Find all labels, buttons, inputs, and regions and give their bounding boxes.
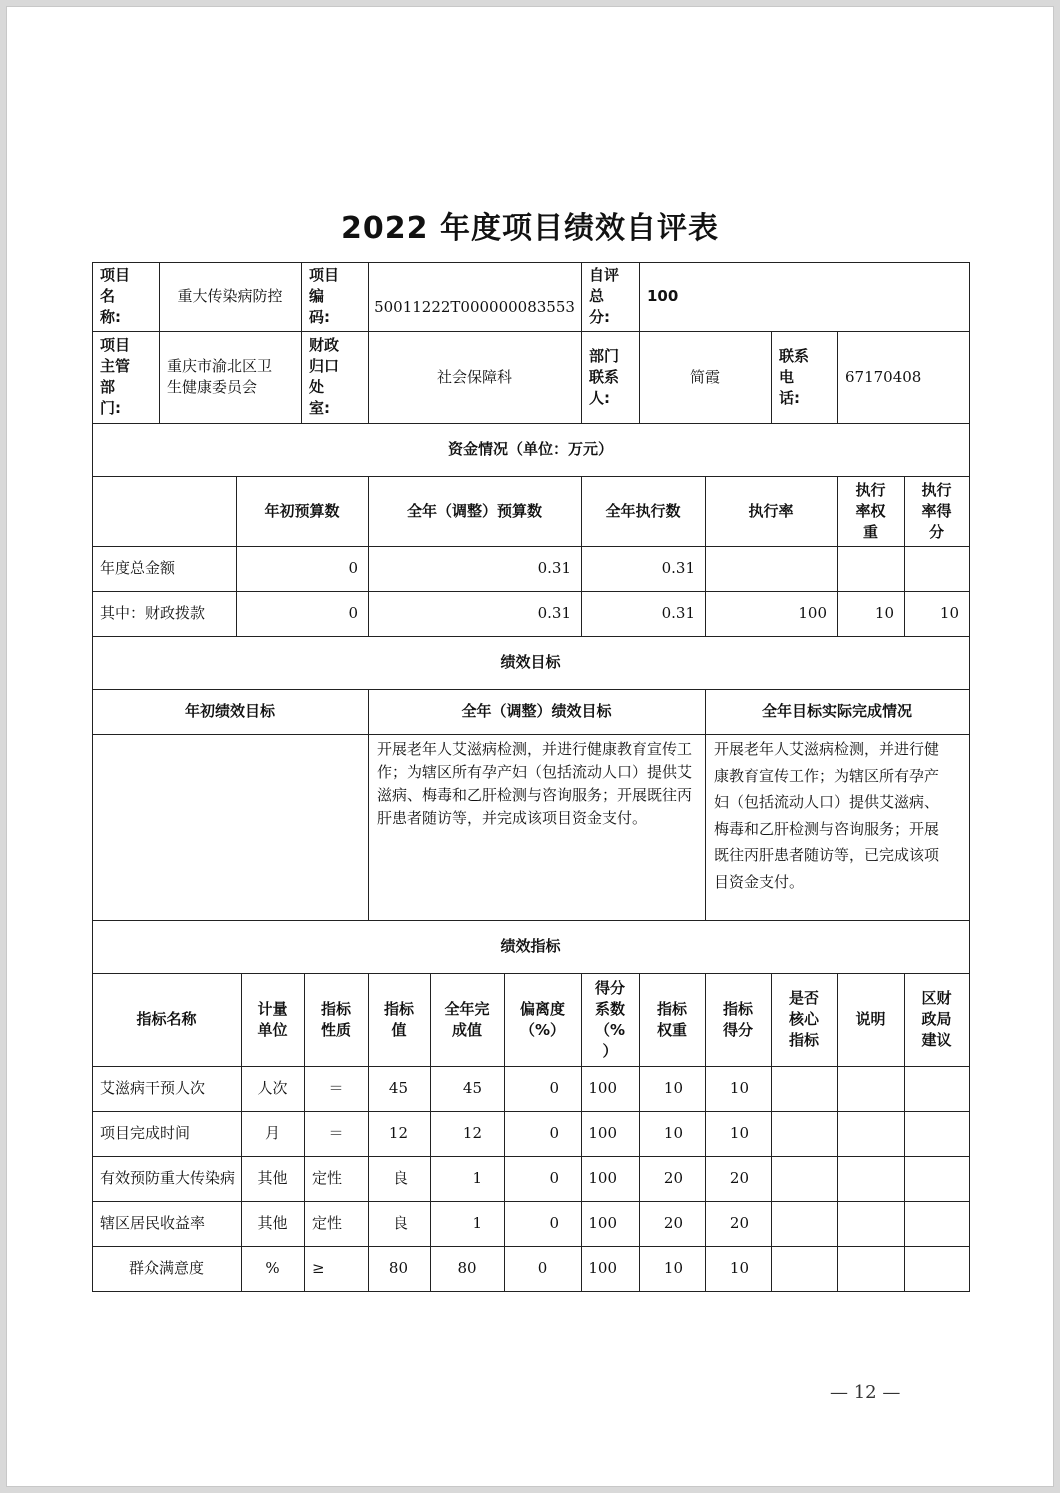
funds-row-label: 其中：财政拨款 <box>100 604 206 622</box>
indicator-cell: % <box>265 1259 280 1277</box>
finance-office-value: 社会保障科 <box>436 367 512 386</box>
indicator-cell <box>837 1111 904 1156</box>
funds-section-title: 资金情况（单位：万元） <box>447 440 613 458</box>
indicator-cell <box>904 1111 969 1156</box>
indicator-cell: 20 <box>729 1169 749 1187</box>
indicator-cell: 45 <box>462 1079 482 1097</box>
funds-adjusted: 0.31 <box>537 604 571 622</box>
project-code-value: 50011222T000000083553 <box>374 298 575 316</box>
indicator-cell <box>771 1066 837 1111</box>
funds-header-blank <box>92 476 236 546</box>
table-rule <box>92 1291 970 1292</box>
indicator-cell <box>904 1066 969 1111</box>
page-number: — 12 — <box>830 1382 901 1403</box>
goals-actual: 开展老年人艾滋病检测，并进行健康教育宣传工作；为辖区所有孕产妇（包括流动人口）提供艾滋病、梅毒和乙肝检测与咨询服务；开展既往丙肝患者随访等，已完成该项目资金支付。 <box>714 740 940 891</box>
indicator-cell <box>837 1066 904 1111</box>
indicators-header: 说明 <box>855 1010 886 1028</box>
indicator-cell: 10 <box>663 1124 683 1142</box>
indicators-header: 指标名称 <box>136 1010 197 1028</box>
indicator-cell: 10 <box>729 1124 749 1142</box>
indicator-cell: 群众满意度 <box>128 1259 204 1277</box>
funds-rate <box>705 546 837 591</box>
indicators-header: 区财 政局 建议 <box>921 989 952 1049</box>
funds-header: 执行率 <box>748 501 794 520</box>
indicator-cell: 定性 <box>312 1169 343 1187</box>
indicator-cell: 45 <box>388 1079 408 1097</box>
indicators-section-title: 绩效指标 <box>500 937 561 955</box>
indicator-cell: 0 <box>549 1214 559 1232</box>
project-code-label: 项目 编 码: <box>309 266 340 326</box>
indicator-cell: 辖区居民收益率 <box>100 1214 206 1232</box>
indicator-cell: 良 <box>392 1169 408 1187</box>
indicator-cell: 定性 <box>312 1214 343 1232</box>
indicator-cell: 10 <box>663 1079 683 1097</box>
indicator-cell: 20 <box>663 1169 683 1187</box>
dept-label: 项目 主管 部 门: <box>100 336 131 417</box>
indicator-cell: 其他 <box>257 1169 288 1187</box>
funds-weight <box>837 546 904 591</box>
table-rule <box>969 262 970 1292</box>
page-title: 2022 年度项目绩效自评表 <box>341 211 719 246</box>
indicator-cell: 10 <box>663 1259 683 1277</box>
indicator-cell: 0 <box>549 1124 559 1142</box>
funds-initial: 0 <box>348 604 358 622</box>
finance-office-label: 财政 归口 处 室: <box>309 336 340 417</box>
indicator-cell: 12 <box>462 1124 482 1142</box>
indicator-cell: 0 <box>537 1259 548 1277</box>
funds-rate: 100 <box>798 604 827 622</box>
contact-value: 简霞 <box>689 367 720 386</box>
self-score-value: 100 <box>647 287 679 305</box>
goals-adjusted: 开展老年人艾滋病检测，并进行健康教育宣传工作；为辖区所有孕产妇（包括流动人口）提供艾滋病、梅毒和乙肝检测与咨询服务；开展既往丙肝患者随访等，并完成该项目资金支付。 <box>377 740 693 827</box>
funds-row-label: 年度总金额 <box>100 559 176 577</box>
indicators-header: 指标 权重 <box>656 999 687 1039</box>
indicator-cell: 人次 <box>257 1079 288 1097</box>
indicator-cell <box>771 1246 837 1291</box>
indicator-cell: 100 <box>588 1214 617 1232</box>
indicator-cell: 月 <box>264 1124 280 1142</box>
funds-adjusted: 0.31 <box>537 559 571 577</box>
indicators-header: 计量 单位 <box>257 999 288 1039</box>
indicator-cell: ≥ <box>312 1259 325 1277</box>
funds-executed: 0.31 <box>661 559 695 577</box>
funds-header: 全年（调整）预算数 <box>406 501 542 520</box>
indicator-cell <box>837 1246 904 1291</box>
indicator-cell <box>904 1156 969 1201</box>
indicators-header: 偏离度 （%） <box>519 999 566 1039</box>
indicator-cell <box>771 1201 837 1246</box>
indicator-cell: 80 <box>457 1259 477 1277</box>
indicator-cell: 1 <box>472 1214 482 1232</box>
indicator-cell: 100 <box>588 1124 617 1142</box>
indicators-header: 指标 性质 <box>320 999 351 1039</box>
indicator-cell: 1 <box>472 1169 482 1187</box>
dept-value: 重庆市渝北区卫 生健康委员会 <box>167 357 273 396</box>
goals-header: 全年目标实际完成情况 <box>761 702 912 720</box>
goals-section-title: 绩效目标 <box>500 653 561 671</box>
indicators-header: 指标 得分 <box>722 999 753 1039</box>
indicators-header: 得分 系数 （% ） <box>594 978 626 1060</box>
indicator-cell <box>904 1246 969 1291</box>
project-name-label: 项目 名 称: <box>100 266 131 326</box>
indicator-cell: 100 <box>588 1079 617 1097</box>
indicators-header: 全年完 成值 <box>444 999 490 1039</box>
phone-value: 67170408 <box>845 367 922 386</box>
indicator-cell: ＝ <box>328 1124 344 1142</box>
funds-score: 10 <box>939 604 959 622</box>
indicators-header: 是否 核心 指标 <box>788 989 819 1049</box>
project-name-value: 重大传染病防控 <box>177 287 283 305</box>
indicator-cell: 80 <box>388 1259 408 1277</box>
indicator-cell <box>771 1156 837 1201</box>
indicator-cell: 0 <box>549 1079 559 1097</box>
indicator-cell: 20 <box>663 1214 683 1232</box>
contact-label: 部门 联系 人: <box>589 346 620 407</box>
goals-header: 全年（调整）绩效目标 <box>461 702 612 720</box>
phone-label: 联系 电 话: <box>779 346 810 407</box>
indicator-cell: 0 <box>549 1169 559 1187</box>
indicator-cell: ＝ <box>328 1079 344 1097</box>
self-score-label: 自评 总 分: <box>589 266 620 326</box>
indicator-cell: 10 <box>729 1079 749 1097</box>
funds-header: 执行 率权 重 <box>855 480 886 541</box>
indicator-cell: 良 <box>392 1214 408 1232</box>
indicator-cell: 艾滋病干预人次 <box>100 1079 206 1097</box>
indicators-header: 指标 值 <box>383 999 414 1039</box>
indicator-cell: 20 <box>729 1214 749 1232</box>
goals-initial <box>92 734 368 920</box>
funds-header: 年初预算数 <box>264 501 340 520</box>
funds-score <box>904 546 969 591</box>
funds-header: 执行 率得 分 <box>921 480 952 541</box>
indicator-cell: 10 <box>729 1259 749 1277</box>
funds-initial: 0 <box>348 559 358 577</box>
goals-header: 年初绩效目标 <box>184 702 275 720</box>
indicator-cell: 有效预防重大传染病 <box>100 1169 236 1187</box>
funds-weight: 10 <box>874 604 894 622</box>
funds-executed: 0.31 <box>661 604 695 622</box>
indicator-cell: 项目完成时间 <box>100 1124 191 1142</box>
indicator-cell <box>837 1201 904 1246</box>
indicator-cell <box>837 1156 904 1201</box>
indicator-cell: 其他 <box>257 1214 288 1232</box>
indicator-cell: 12 <box>388 1124 408 1142</box>
indicator-cell: 100 <box>588 1259 617 1277</box>
indicator-cell <box>904 1201 969 1246</box>
indicator-cell <box>771 1111 837 1156</box>
funds-header: 全年执行数 <box>605 501 681 520</box>
indicator-cell: 100 <box>588 1169 617 1187</box>
